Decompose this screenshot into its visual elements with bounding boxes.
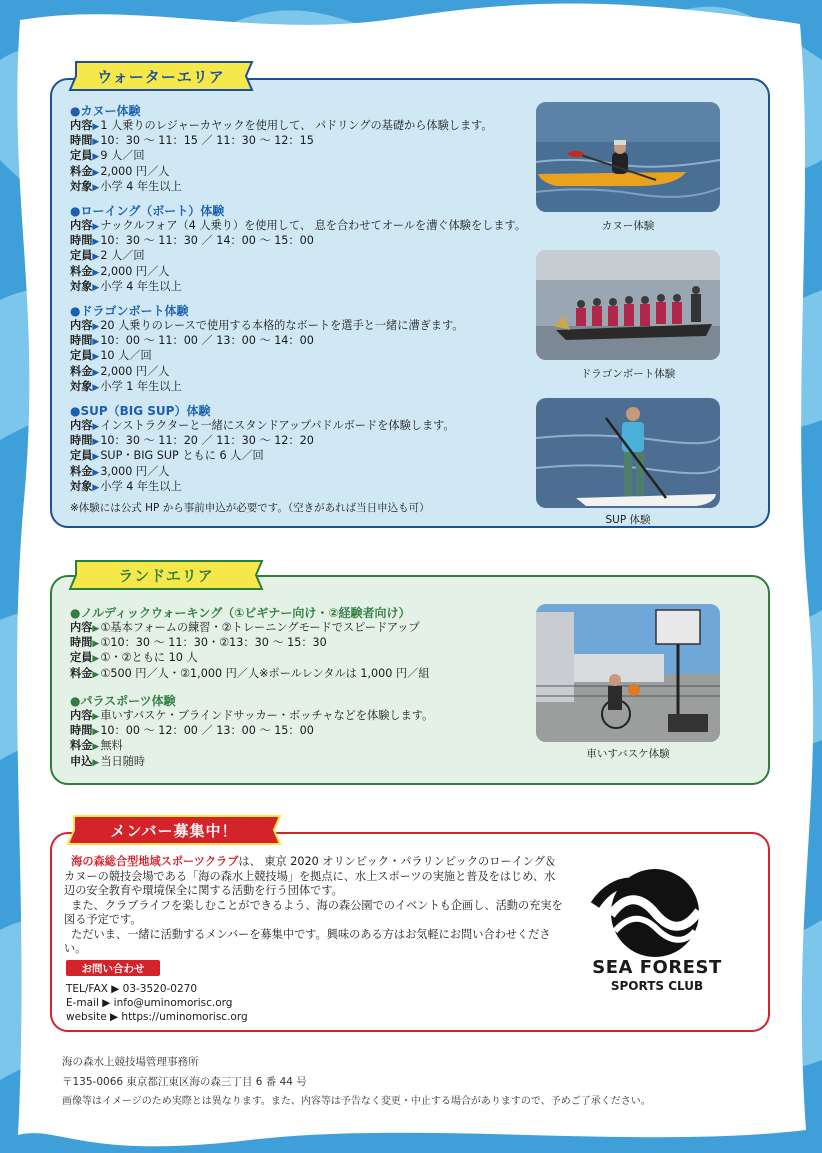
detail-row: 時間 ▶ 10：30 〜 11：30 ／ 14：00 〜 15：00: [70, 234, 526, 249]
detail-row: 料金 ▶ 2,000 円／人: [70, 165, 493, 180]
contact-email[interactable]: E-mail ▶ info@uminomorisc.org: [66, 997, 233, 1009]
detail-row: 定員 ▶ ①・②ともに 10 人: [70, 651, 430, 666]
member-paragraph-1: 海の森総合型地域スポーツクラブは、 東京 2020 オリンピック・パラリンピックのローイング＆カヌーの競技会場である「海の森水上競技場」を拠点に、水上スポーツの実施と普及をはじめ、水辺の安全教育や環境保全に関する活動を行う団体です。: [64, 855, 557, 897]
detail-row: 定員 ▶ SUP・BIG SUP ともに 6 人／回: [70, 449, 455, 464]
canoe-caption: カヌー体験: [601, 220, 655, 232]
detail-row: 定員 ▶ 10 人／回: [70, 349, 463, 364]
footer-address: 〒135-0066 東京都江東区海の森三丁目 6 番 44 号: [62, 1076, 307, 1088]
section-title: ●ノルディックウォーキング（①ビギナー向け・②経験者向け）: [70, 606, 411, 620]
wheelchair-basketball-photo: [536, 604, 720, 742]
nordic-walking-section: [70, 606, 430, 682]
land-area-banner: [66, 560, 266, 590]
detail-row: 内容 ▶ 1 人乗りのレジャーカヤックを使用して、 パドリングの基礎から体験します。: [70, 119, 493, 134]
detail-row: 対象 ▶ 小学 4 年生以上: [70, 480, 455, 495]
contact-tel: TEL/FAX ▶ 03-3520-0270: [66, 983, 198, 995]
logo-text-sports-club: SPORTS CLUB: [610, 979, 704, 993]
detail-row: 対象 ▶ 小学 4 年生以上: [70, 280, 526, 295]
contact-website[interactable]: website ▶ https://uminomorisc.org: [66, 1011, 248, 1023]
detail-row: 時間 ▶ 10：30 〜 11：20 ／ 11：30 〜 12：20: [70, 434, 455, 449]
detail-row: 内容 ▶ 20 人乗りのレースで使用する本格的なボートを選手と一緒に漕ぎます。: [70, 319, 463, 334]
detail-row: 定員 ▶ 2 人／回: [70, 249, 526, 264]
detail-row: 内容 ▶ インストラクターと一緒にスタンドアップパドルボードを体験します。: [70, 419, 455, 434]
member-recruitment-banner: [64, 815, 284, 845]
detail-row: 時間 ▶ ①10：30 〜 11：30・②13：30 〜 15：30: [70, 636, 430, 651]
section-title: ●パラスポーツ体験: [70, 694, 176, 708]
sup-photo: [536, 398, 720, 508]
dragon-boat-caption: ドラゴンボート体験: [580, 368, 676, 380]
detail-row: 料金 ▶ 無料: [70, 739, 433, 754]
detail-row: 内容 ▶ ナックルフォア（4 人乗り）を使用して、 息を合わせてオールを漕ぐ体験をします。: [70, 219, 526, 234]
sup-section: [70, 404, 455, 495]
footer-disclaimer: 画像等はイメージのため実際とは異なります。また、内容等は予告なく変更・中止する場合がありますので、予めご了承ください。: [62, 1096, 651, 1107]
logo-text-sea-forest: SEA FOREST: [592, 957, 722, 978]
detail-row: 料金 ▶ 3,000 円／人: [70, 465, 455, 480]
para-sports-section: [70, 694, 433, 770]
land-area-title: ランドエリア: [118, 566, 214, 585]
water-area-title: ウォーターエリア: [97, 67, 225, 86]
rowing-section: [70, 204, 526, 295]
footer-office: 海の森水上競技場管理事務所: [62, 1056, 199, 1068]
detail-row: 時間 ▶ 10：00 〜 12：00 ／ 13：00 〜 15：00: [70, 724, 433, 739]
member-paragraph-2: また、クラブライフを楽しむことができるよう、海の森公園でのイベントも企画し、活動の充実を図る予定です。: [64, 898, 563, 926]
dragon-boat-photo: [536, 250, 720, 360]
water-area-banner: [66, 61, 256, 91]
dragon-boat-section: [70, 304, 463, 395]
club-name: 海の森総合型地域スポーツクラブ: [71, 855, 239, 868]
reservation-note: ※体験には公式 HP から事前申込が必要です。（空きがあれば当日申込も可）: [70, 502, 430, 514]
member-paragraph-3: ただいま、一緒に活動するメンバーを募集中です。興味のある方はお気軽にお問い合わせください。: [64, 927, 551, 955]
detail-row: 定員 ▶ 9 人／回: [70, 149, 493, 164]
contact-badge: お問い合わせ: [66, 960, 160, 976]
member-description: [64, 855, 564, 957]
canoe-section: [70, 104, 493, 195]
detail-row: 料金 ▶ 2,000 円／人: [70, 365, 463, 380]
sup-caption: SUP 体験: [605, 514, 651, 526]
detail-row: 内容 ▶ ①基本フォームの練習・②トレーニングモードでスピードアップ: [70, 621, 430, 636]
section-title: ●ローイング（ボート）体験: [70, 204, 225, 218]
member-recruitment-title: メンバー募集中！: [110, 821, 238, 840]
wheelchair-basketball-caption: 車いすバスケ体験: [586, 748, 670, 760]
section-title: ●SUP（BIG SUP）体験: [70, 404, 211, 418]
detail-row: 料金 ▶ ①500 円／人・②1,000 円／人※ポールレンタルは 1,000 円／組: [70, 667, 430, 682]
detail-row: 申込 ▶ 当日随時: [70, 755, 433, 770]
canoe-photo: [536, 102, 720, 212]
detail-row: 料金 ▶ 2,000 円／人: [70, 265, 526, 280]
detail-row: 時間 ▶ 10：00 〜 11：00 ／ 13：00 〜 14：00: [70, 334, 463, 349]
detail-row: 内容 ▶ 車いすバスケ・ブラインドサッカー・ボッチャなどを体験します。: [70, 709, 433, 724]
detail-row: 対象 ▶ 小学 1 年生以上: [70, 380, 463, 395]
detail-row: 対象 ▶ 小学 4 年生以上: [70, 180, 493, 195]
section-title: ●ドラゴンボート体験: [70, 304, 189, 318]
section-title: ●カヌー体験: [70, 104, 141, 118]
detail-row: 時間 ▶ 10：30 〜 11：15 ／ 11：30 〜 12：15: [70, 134, 493, 149]
